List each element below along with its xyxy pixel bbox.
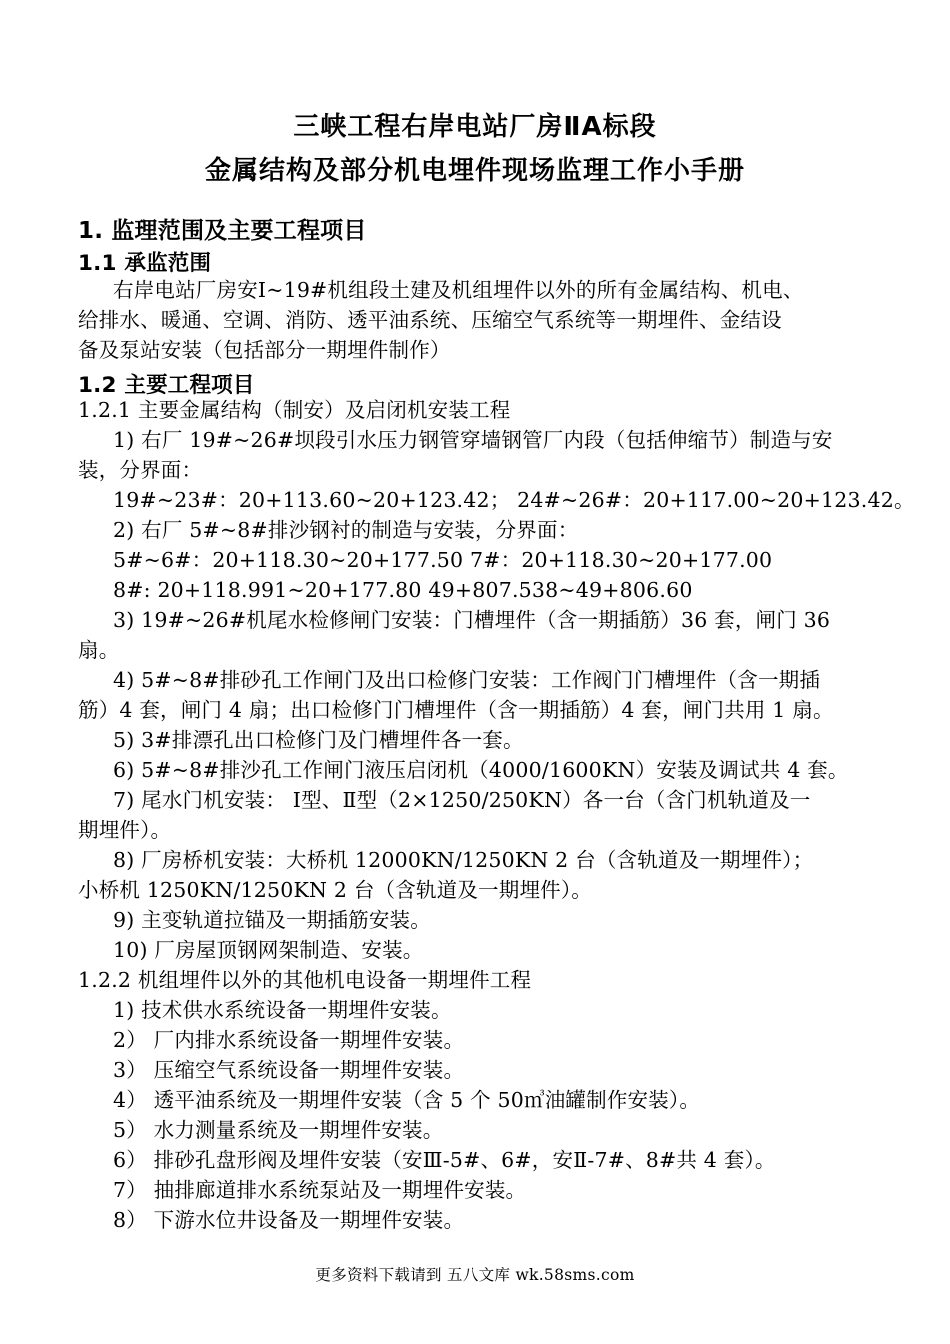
list-item: 1) 右厂 19#~26#坝段引水压力钢管穿墙钢管厂内段（包括伸缩节）制造与安	[113, 428, 833, 452]
list-item: 2） 厂内排水系统设备一期埋件安装。	[113, 1028, 465, 1052]
section-1-2-heading: 1.2 主要工程项目	[78, 373, 255, 398]
document-title-line2: 金属结构及部分机电埋件现场监理工作小手册	[204, 156, 745, 186]
list-item: 4） 透平油系统及一期埋件安装（含 5 个 50㎥油罐制作安装）。	[113, 1088, 701, 1112]
list-item: 期埋件）。	[78, 818, 172, 842]
paragraph-line: 右岸电站厂房安Ⅰ~19#机组段土建及机组埋件以外的所有金属结构、机电、	[113, 278, 804, 302]
section-1-heading: 1. 监理范围及主要工程项目	[78, 218, 367, 244]
section-1-1-heading: 1.1 承监范围	[78, 251, 212, 276]
document-title-line1: 三峡工程右岸电站厂房ⅡA标段	[293, 112, 657, 142]
paragraph-line: 备及泵站安装（包括部分一期埋件制作）	[78, 338, 451, 362]
list-item: 7） 抽排廊道排水系统泵站及一期埋件安装。	[113, 1178, 527, 1202]
list-item: 6) 5#~8#排沙孔工作闸门液压启闭机（4000/1600KN）安装及调试共 4 套。	[113, 758, 849, 782]
list-item: 6） 排砂孔盘形阀及埋件安装（安Ⅲ-5#、6#，安Ⅱ-7#、8#共 4 套）。	[113, 1148, 776, 1172]
list-item: 3) 19#~26#机尾水检修闸门安装：门槽埋件（含一期插筋）36 套，闸门 36	[113, 608, 831, 632]
page-footer: 更多资料下载请到 五八文库 wk.58sms.com	[315, 1266, 635, 1284]
list-item: 5） 水力测量系统及一期埋件安装。	[113, 1118, 444, 1142]
subsection-1-2-2-heading: 1.2.2 机组埋件以外的其他机电设备一期埋件工程	[78, 968, 532, 992]
list-item: 9) 主变轨道拉锚及一期插筋安装。	[113, 908, 431, 932]
list-item: 8） 下游水位井设备及一期埋件安装。	[113, 1208, 465, 1232]
list-item: 8) 厂房桥机安装：大桥机 12000KN/1250KN 2 台（含轨道及一期埋件）；	[113, 848, 814, 872]
list-item: 2) 右厂 5#~8#排沙钢衬的制造与安装，分界面：	[113, 518, 579, 542]
list-item: 小桥机 1250KN/1250KN 2 台（含轨道及一期埋件）。	[78, 878, 592, 902]
list-item: 4) 5#~8#排砂孔工作闸门及出口检修门安装：工作阀门门槽埋件（含一期插	[113, 668, 821, 692]
list-item: 5) 3#排漂孔出口检修门及门槽埋件各一套。	[113, 728, 524, 752]
paragraph-line: 给排水、暖通、空调、消防、透平油系统、压缩空气系统等一期埋件、金结设	[78, 308, 782, 332]
subsection-1-2-1-heading: 1.2.1 主要金属结构（制安）及启闭机安装工程	[78, 398, 511, 422]
list-item: 扇。	[78, 638, 120, 662]
list-item: 7) 尾水门机安装： Ⅰ型、Ⅱ型（2×1250/250KN）各一台（含门机轨道及一	[113, 788, 811, 812]
list-item: 装，分界面：	[78, 458, 203, 482]
list-item: 8#: 20+118.991~20+177.80 49+807.538~49+806.60	[113, 578, 693, 602]
list-item: 3） 压缩空气系统设备一期埋件安装。	[113, 1058, 465, 1082]
list-item: 10) 厂房屋顶钢网架制造、安装。	[113, 938, 424, 962]
list-item: 19#~23#：20+113.60~20+123.42； 24#~26#：20+117.00~20+123.42。	[113, 488, 915, 512]
list-item: 5#~6#：20+118.30~20+177.50 7#：20+118.30~20+177.00	[113, 548, 773, 572]
list-item: 1) 技术供水系统设备一期埋件安装。	[113, 998, 452, 1022]
list-item: 筋）4 套，闸门 4 扇；出口检修门门槽埋件（含一期插筋）4 套，闸门共用 1 扇。	[78, 698, 834, 722]
